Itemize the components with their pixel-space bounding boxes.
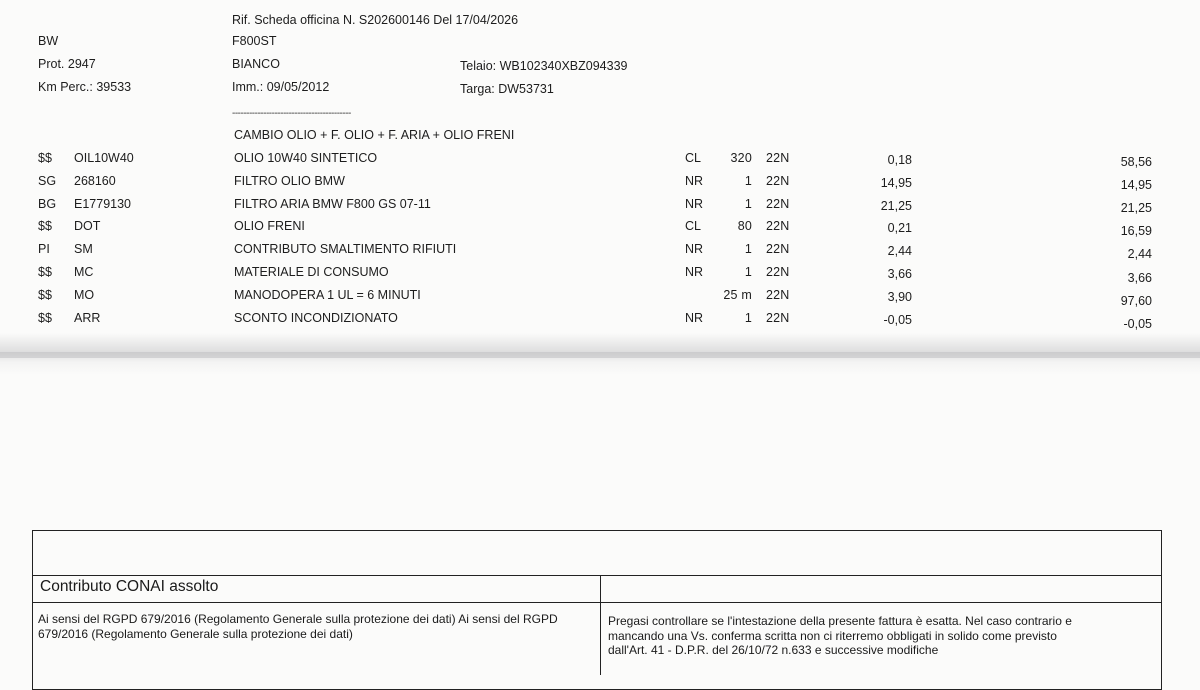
row-desc: SCONTO INCONDIZIONATO xyxy=(234,310,398,325)
section-title: CAMBIO OLIO + F. OLIO + F. ARIA + OLIO FRENI xyxy=(234,128,515,142)
row-qty: 25 m xyxy=(723,287,752,302)
invoice-check-notice: Pregasi controllare se l'intestazione della presente fattura è esatta. Nel caso contrario e mancando una Vs. conferma scritta non ci riterremo obbligati in solido come previsto dall'Art. 41 - D.P.R. del 26/10/72 n.633 e successive modifiche xyxy=(608,614,1072,657)
row-unit: 3,90 xyxy=(887,289,912,304)
row-desc: MANODOPERA 1 UL = 6 MINUTI xyxy=(234,287,421,302)
row-qty: 80 xyxy=(737,219,752,234)
footer-divider-top xyxy=(32,575,1162,576)
row-total: 58,56 xyxy=(1120,155,1152,169)
row-iva: 22N xyxy=(766,219,790,234)
row-iva: 22N xyxy=(766,310,790,325)
row-qty: 1 xyxy=(744,196,752,211)
row-desc: MATERIALE DI CONSUMO xyxy=(234,265,389,279)
row-type: PI xyxy=(38,242,50,257)
row-iva: 22N xyxy=(766,265,790,279)
row-type: $$ xyxy=(38,265,52,279)
row-type: $$ xyxy=(38,287,52,302)
row-code: MC xyxy=(74,265,94,279)
row-total: -0,05 xyxy=(1123,316,1152,331)
row-code: E1779130 xyxy=(74,196,132,211)
row-desc: OLIO FRENI xyxy=(234,219,305,234)
paper-fold-crease xyxy=(0,352,1200,358)
row-um: NR xyxy=(685,196,704,211)
row-unit: 0,21 xyxy=(887,221,912,236)
row-type: BG xyxy=(38,196,57,211)
row-desc: OLIO 10W40 SINTETICO xyxy=(234,151,378,165)
row-unit: 3,66 xyxy=(887,267,912,281)
row-um: NR xyxy=(685,265,704,279)
row-qty: 1 xyxy=(744,265,752,279)
row-code: 268160 xyxy=(74,173,116,188)
row-iva: 22N xyxy=(766,196,790,211)
row-um: NR xyxy=(685,310,704,325)
row-iva: 22N xyxy=(766,151,790,165)
row-um: NR xyxy=(685,173,704,188)
row-iva: 22N xyxy=(766,242,790,257)
row-qty: 1 xyxy=(744,242,752,257)
footer-column-divider xyxy=(600,575,601,675)
row-total: 97,60 xyxy=(1120,293,1152,308)
row-unit: 2,44 xyxy=(887,244,912,259)
row-code: ARR xyxy=(74,310,101,325)
row-unit: -0,05 xyxy=(883,312,912,327)
row-type: $$ xyxy=(38,219,52,234)
row-desc: FILTRO OLIO BMW xyxy=(234,173,345,188)
license-plate: Targa: DW53731 xyxy=(460,82,554,96)
row-unit: 21,25 xyxy=(880,198,912,213)
reference-line: Rif. Scheda officina N. S202600146 Del 17/04/2026 xyxy=(232,13,519,27)
footer-divider-middle xyxy=(32,602,1162,603)
row-unit: 0,18 xyxy=(887,153,912,167)
separator-line: ------------------------------------------ xyxy=(232,108,351,119)
row-um: CL xyxy=(685,151,701,165)
row-total: 2,44 xyxy=(1127,247,1152,262)
row-desc: FILTRO ARIA BMW F800 GS 07-11 xyxy=(234,196,431,211)
brand-code: BW xyxy=(38,34,59,48)
registration-date: Imm.: 09/05/2012 xyxy=(232,80,330,94)
row-total: 3,66 xyxy=(1127,270,1152,285)
row-code: MO xyxy=(74,287,95,302)
chassis-number: Telaio: WB102340XBZ094339 xyxy=(460,59,628,73)
row-type: $$ xyxy=(38,310,52,325)
row-total: 21,25 xyxy=(1120,201,1152,216)
row-type: SG xyxy=(38,173,57,188)
conai-notice: Contributo CONAI assolto xyxy=(40,578,219,595)
row-um: NR xyxy=(685,242,704,257)
row-qty: 1 xyxy=(744,173,752,188)
row-total: 16,59 xyxy=(1120,224,1152,239)
row-code: SM xyxy=(74,242,93,257)
row-iva: 22N xyxy=(766,287,790,302)
row-iva: 22N xyxy=(766,173,790,188)
protocol-number: Prot. 2947 xyxy=(38,57,96,71)
row-desc: CONTRIBUTO SMALTIMENTO RIFIUTI xyxy=(234,242,457,257)
row-um: CL xyxy=(685,219,701,234)
row-qty: 1 xyxy=(744,310,752,325)
row-type: $$ xyxy=(38,151,52,165)
row-code: OIL10W40 xyxy=(74,151,134,165)
footer-box xyxy=(32,530,1162,690)
row-total: 14,95 xyxy=(1120,178,1152,193)
row-qty: 320 xyxy=(730,151,752,165)
privacy-notice: Ai sensi del RGPD 679/2016 (Regolamento Generale sulla protezione dei dati) Ai sensi del RGPD 679/2016 (Regolamento Generale sulla protezione dei dati) xyxy=(38,612,558,641)
mileage: Km Perc.: 39533 xyxy=(38,80,132,94)
row-code: DOT xyxy=(74,219,101,234)
row-unit: 14,95 xyxy=(880,175,912,190)
vehicle-model: F800ST xyxy=(232,34,277,48)
vehicle-color: BIANCO xyxy=(232,57,280,71)
